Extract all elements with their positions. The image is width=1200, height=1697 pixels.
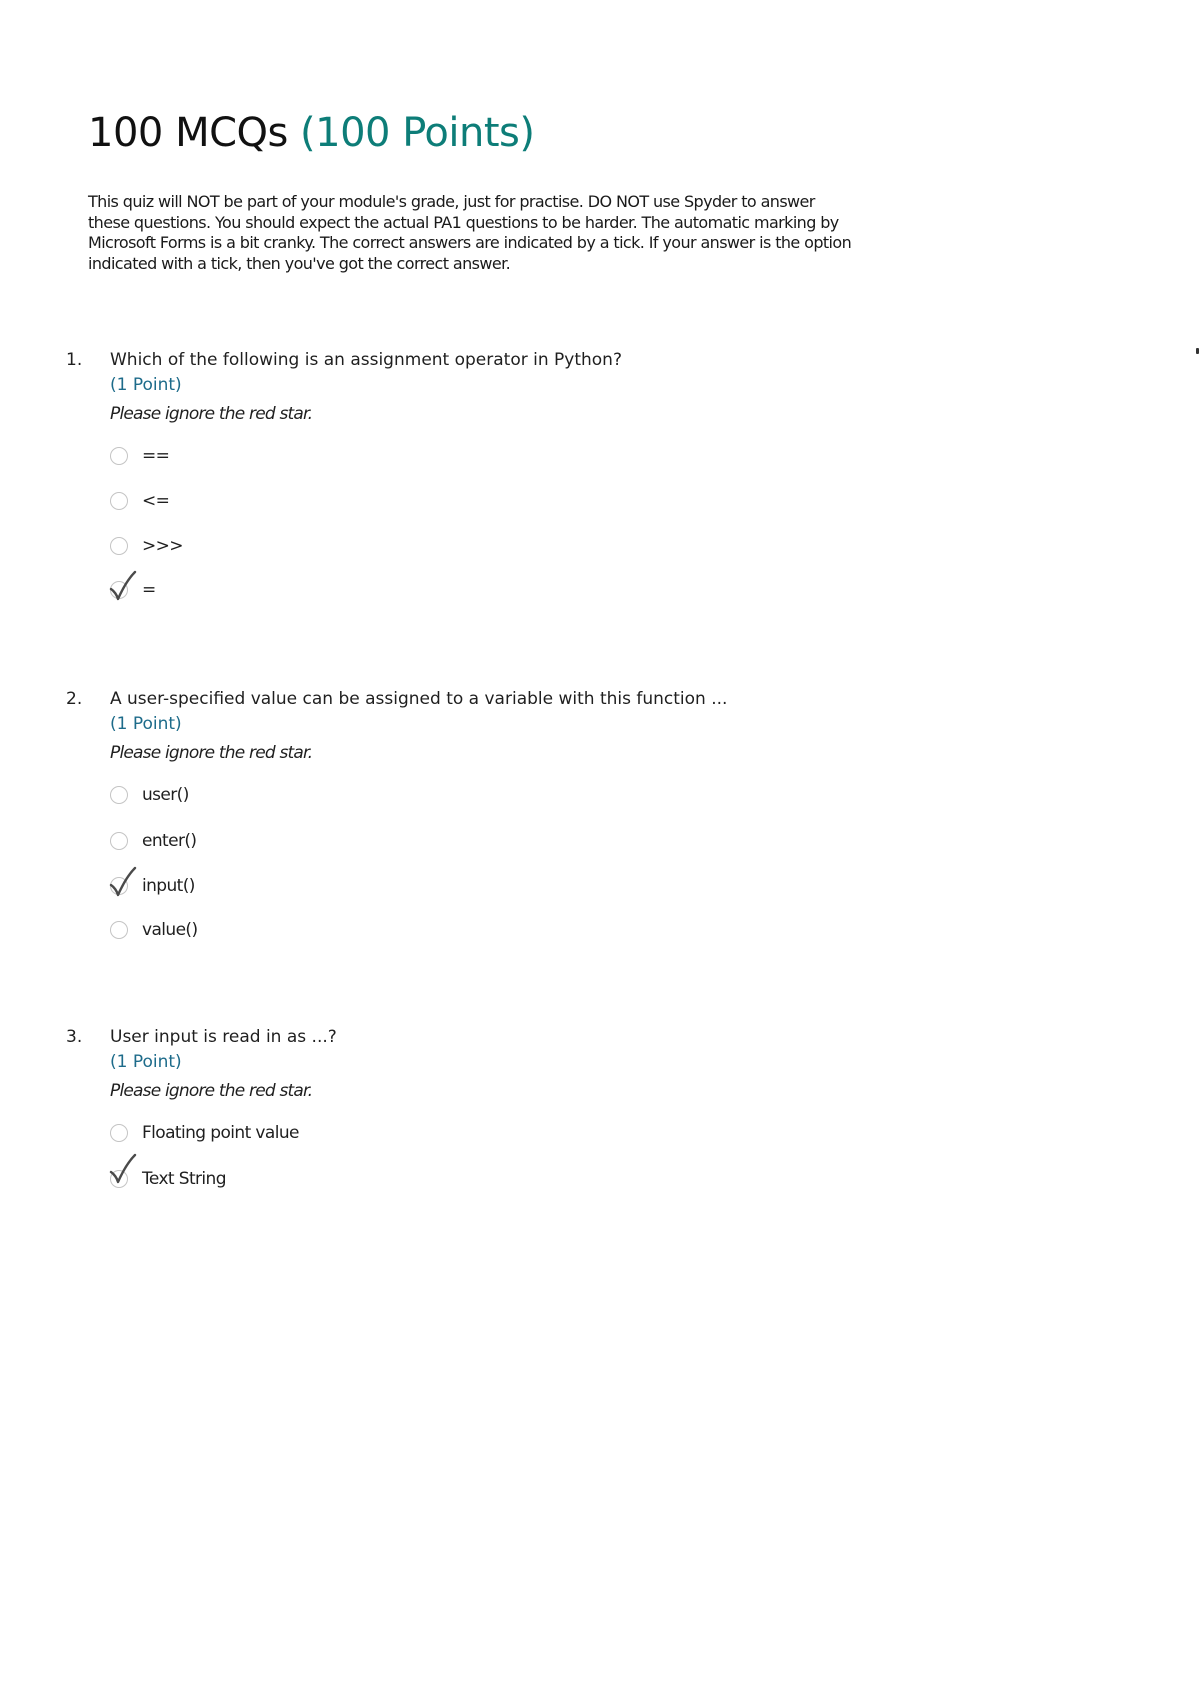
quiz-title-text: 100 MCQs <box>88 110 288 156</box>
option-label: user() <box>142 785 189 805</box>
question-points: (1 Point) <box>110 1052 182 1072</box>
quiz-total-points: (100 Points) <box>300 110 535 156</box>
correct-tick-icon <box>108 1153 138 1185</box>
option-q1-3[interactable] <box>110 534 510 560</box>
question-points: (1 Point) <box>110 375 182 395</box>
option-q3-2[interactable] <box>110 1167 510 1193</box>
option-label: enter() <box>142 831 197 851</box>
radio-button[interactable] <box>110 921 128 939</box>
option-q2-2[interactable] <box>110 829 510 855</box>
question-text: User input is read in as ...? <box>110 1027 337 1047</box>
quiz-title <box>88 110 534 156</box>
option-label: == <box>142 446 170 466</box>
option-label: >>> <box>142 536 183 556</box>
option-label: input() <box>142 876 195 896</box>
option-label: <= <box>142 491 170 511</box>
stray-mark <box>1196 348 1199 354</box>
option-q1-4[interactable] <box>110 578 510 604</box>
option-q2-4[interactable] <box>110 918 510 944</box>
question-points: (1 Point) <box>110 714 182 734</box>
question-number: 1. <box>66 350 83 370</box>
option-label: Floating point value <box>142 1123 299 1143</box>
question-note: Please ignore the red star. <box>110 1081 313 1101</box>
option-q2-3[interactable] <box>110 874 510 900</box>
option-label: Text String <box>142 1169 226 1189</box>
radio-button[interactable] <box>110 832 128 850</box>
option-q2-1[interactable] <box>110 783 510 809</box>
question-number: 2. <box>66 689 83 709</box>
radio-button[interactable] <box>110 537 128 555</box>
quiz-description: This quiz will NOT be part of your module's grade, just for practise. DO NOT use Spyder to answer these questions. You should expect the actual PA1 questions to be harder. The automatic marking by Microsoft Forms is a bit cranky. The correct answers are indicated by a tick. If your answer is the option indicated with a tick, then you've got the correct answer. <box>88 192 852 273</box>
question-text: A user-specified value can be assigned to a variable with this function ... <box>110 689 728 709</box>
option-q1-2[interactable] <box>110 489 510 515</box>
radio-button[interactable] <box>110 1124 128 1142</box>
question-note: Please ignore the red star. <box>110 404 313 424</box>
correct-tick-icon <box>108 866 138 898</box>
question-text: Which of the following is an assignment operator in Python? <box>110 350 622 370</box>
radio-button[interactable] <box>110 447 128 465</box>
option-q3-1[interactable] <box>110 1121 510 1147</box>
radio-button[interactable] <box>110 786 128 804</box>
option-q1-1[interactable] <box>110 444 510 470</box>
option-label: value() <box>142 920 198 940</box>
radio-button[interactable] <box>110 492 128 510</box>
correct-tick-icon <box>108 570 138 602</box>
option-label: = <box>142 580 156 600</box>
question-number: 3. <box>66 1027 83 1047</box>
question-note: Please ignore the red star. <box>110 743 313 763</box>
